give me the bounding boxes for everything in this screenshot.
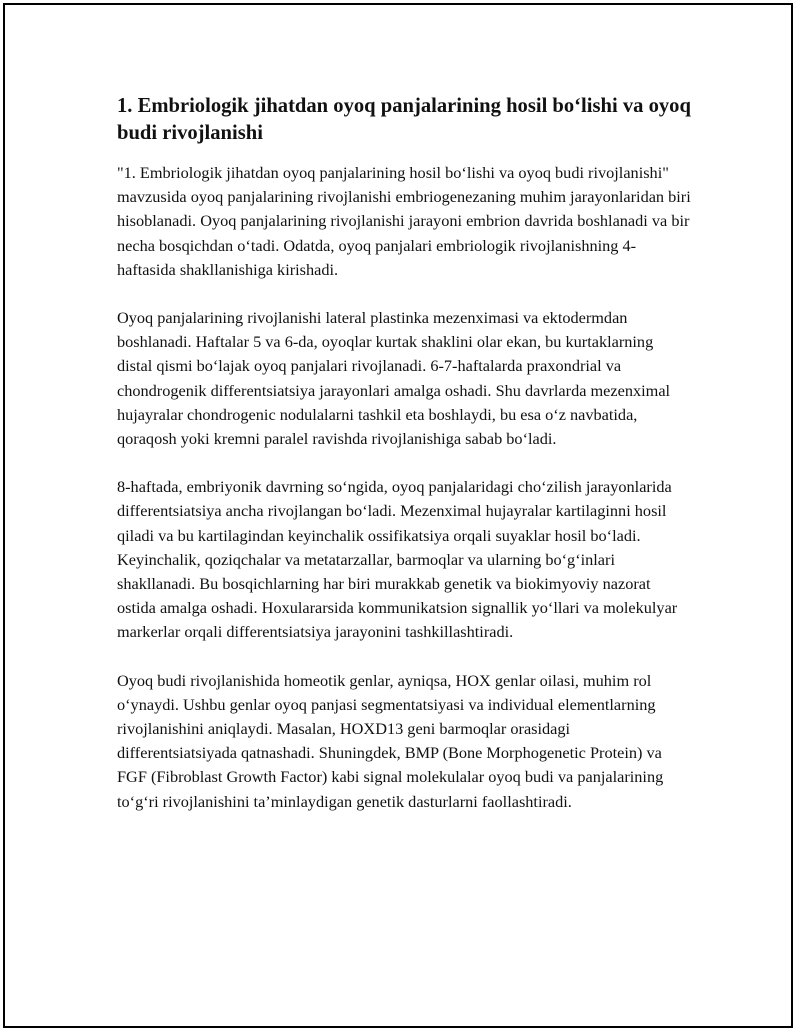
paragraph-1: "1. Embriologik jihatdan oyoq panjalarining hosil bo‘lishi va oyoq budi rivojlanishi" mavzusida oyoq panjalarining rivojlanishi embriogenezaning muhim jarayonlaridan biri hisoblanadi. Oyoq panjalarining rivojlanishi jarayoni embrion davrida boshlanadi va bir necha bosqichdan o‘tadi. Odatda, oyoq panjalari embriologik rivojlanishning 4-haftasida shakllanishiga kirishadi. [117,163,691,279]
paragraph-4: Oyoq budi rivojlanishida homeotik genlar, ayniqsa, HOX genlar oilasi, muhim rol o‘ynaydi. Ushbu genlar oyoq panjasi segmentatsiyasi va individual elementlarning rivojlanishini aniqlaydi. Masalan, HOXD13 geni barmoqlar orasidagi differentsiatsiyada qatnashadi. Shuningdek, BMP (Bone Morphogenetic Protein) va FGF (Fibroblast Growth Factor) kabi signal molekulalar oyoq budi va panjalarining to‘g‘ri rivojlanishini ta’minlaydigan genetik dasturlarni faollashtiradi. [117,670,664,811]
paragraph-3: 8-haftada, embriyonik davrning so‘ngida, oyoq panjalaridagi cho‘zilish jarayonlarida differentsiatsiya ancha rivojlangan bo‘ladi. Mezenximal hujayralar kartilaginni hosil qiladi va bu kartilagindan keyinchalik ossifikatsiya orqali suyaklar hosil bo‘ladi. Keyinchalik, qoziqchalar va metatarzallar, barmoqlar va ularning bo‘g‘inlari shakllanadi. Bu bosqichlarning har biri murakkab genetik va biokimyoviy nazorat ostida amalga oshadi. Hoxulararsida kommunikatsion signallik yo‘llari va molekulyar markerlar orqali differentsiatsiya jarayonini tashkillashtiradi. [117,477,678,642]
paragraph-2: Oyoq panjalarining rivojlanishi lateral plastinka mezenximasi va ektodermdan boshlanadi. Haftalar 5 va 6-da, oyoqlar kurtak shaklini olar ekan, bu kurtaklarning distal qismi bo‘lajak oyoq panjalari rivojlanadi. 6-7-haftalarda praxondrial va chondrogenik differentsiatsiya jarayonlari amalga oshadi. Shu davrlarda mezenximal hujayralar chondrogenic nodulalarni tashkil eta boshlaydi, bu esa o‘z navbatida, qoraqosh yoki kremni paralel ravishda rivojlanishiga sabab bo‘ladi. [117,308,671,449]
document-title: 1. Embriologik jihatdan oyoq panjalarining hosil bo‘lishi va oyoq budi rivojlanishi [117,95,691,144]
document-content [117,93,692,838]
